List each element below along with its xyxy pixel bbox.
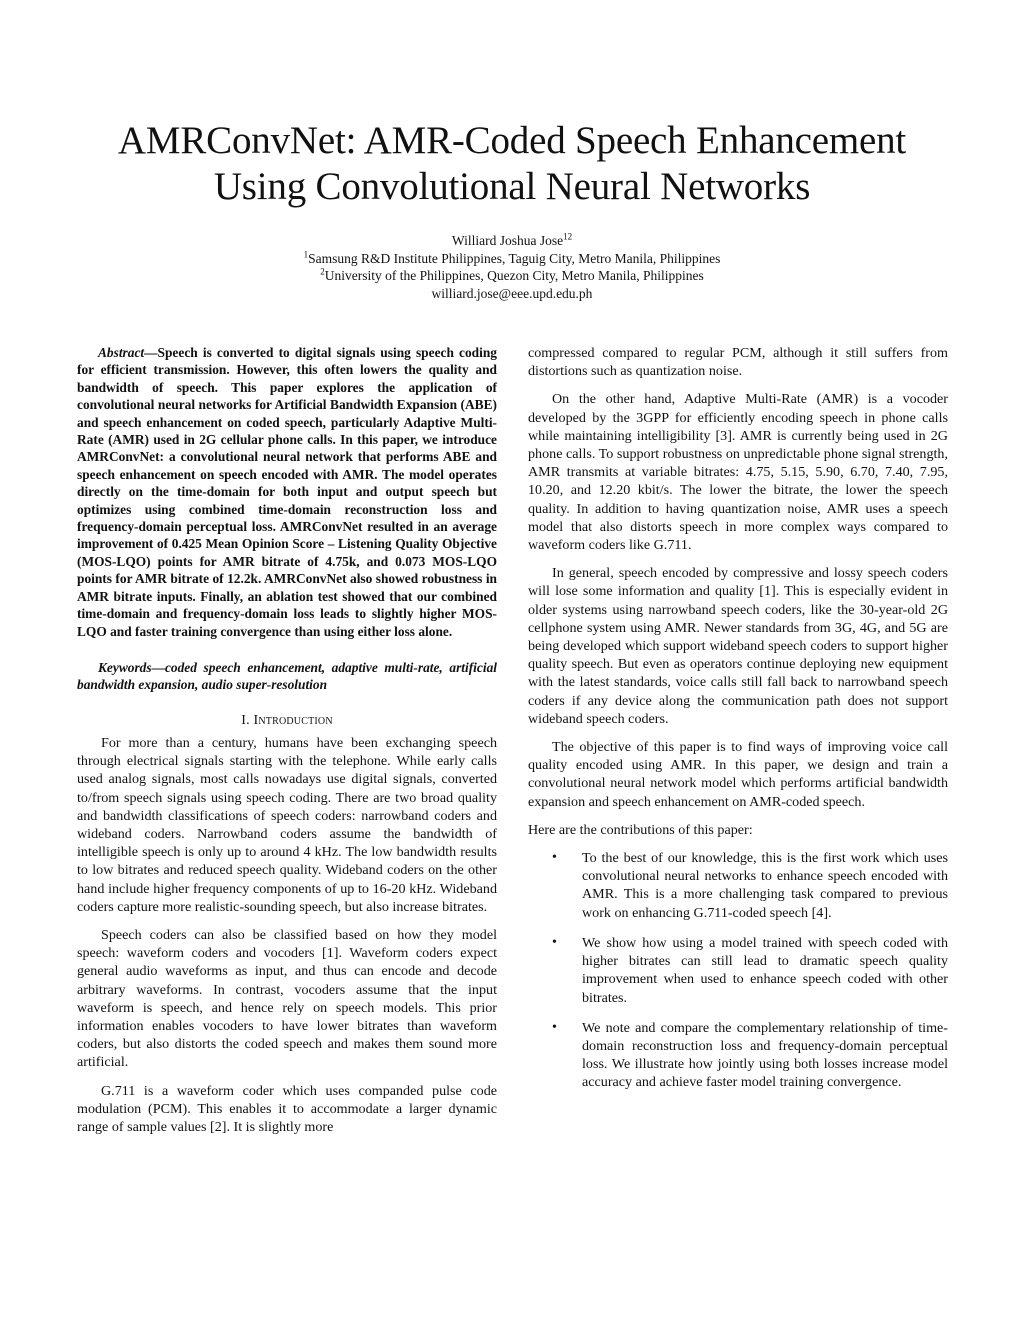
title-line-1: AMRConvNet: AMR-Coded Speech Enhancement (117, 119, 907, 162)
section-number: I. (241, 712, 250, 728)
author-name: Williard Joshua Jose (451, 233, 564, 248)
author-block (0, 232, 1024, 302)
affiliation-2-text: University of the Philippines, Quezon City, Metro Manila, Philippines (324, 268, 704, 283)
affiliation-2 (0, 267, 1024, 285)
contributions-list (528, 849, 948, 1091)
bullet-icon: • (552, 850, 557, 866)
intro-paragraph-1: For more than a century, humans have been exchanging speech through electrical signals starting with the telephone. While early calls used analog signals, most calls nowadays use digital signals, converted to/from speech signals using speech coding. There are two broad quality and bandwidth classifications of speech coders: narrowband coders and wideband coders. Narrowband coders assume the bandwidth of intelligible speech is only up to around 4 kHz. The low bandwidth results to low bitrates and reduced speech quality. Wideband coders on the other hand include higher frequency components of up to 16-20 kHz. Wideband coders capture more realistic-sounding speech, but also increase bitrates. (77, 734, 497, 915)
intro-paragraph-3: G.711 is a waveform coder which uses companded pulse code modulation (PCM). This enables it to accommodate a larger dynamic range of sample values [2]. It is slightly more (77, 1082, 497, 1135)
keywords-lead: Keywords— (98, 659, 165, 675)
bullet-icon: • (552, 934, 557, 950)
list-item (528, 1019, 948, 1092)
abstract-lead: Abstract (98, 345, 145, 360)
section-title: Introduction (253, 712, 333, 728)
left-column (77, 344, 497, 1146)
keywords-text: coded speech enhancement, adaptive multi-rate, artificial bandwidth expansion, audio super-resolution (77, 659, 497, 693)
right-paragraph-objective: The objective of this paper is to find ways of improving voice call quality encoded using AMR. In this paper, we design and train a convolutional neural network model which performs artificial bandwidth expansion and speech enhancement on AMR-coded speech. (528, 739, 948, 810)
author-affil-marks: 12 (563, 231, 573, 242)
right-column (528, 344, 948, 1104)
contribution-text-1: To the best of our knowledge, this is the first work which uses convolutional neural networks to enhance speech encoded with AMR. This is a more challenging task compared to previous work on enhancing G.711-coded speech [4]. (582, 850, 948, 921)
list-item (528, 849, 948, 922)
section-heading-introduction (77, 712, 497, 730)
author-name-line (0, 232, 1024, 250)
affiliation-1-text: Samsung R&D Institute Philippines, Taguig City, Metro Manila, Philippines (308, 250, 721, 266)
right-paragraph-general: In general, speech encoded by compressive and lossy speech coders will lose some information and quality [1]. This is especially evident in older systems using narrowband speech coders, like the 30-year-old 2G cellphone system using AMR. Newer standards from 3G, 4G, and 5G are being developed which support wideband speech coders to support higher quality speech. But even as operators continue deploying new equipment with the latest standards, voice calls still fall back to narrowband speech coders if any device along the communication path does not support wideband speech coders. (528, 565, 948, 727)
right-paragraph-amr: On the other hand, Adaptive Multi-Rate (AMR) is a vocoder developed by the 3GPP for efficiently encoding speech in phone calls while maintaining intelligibility [3]. AMR is currently being used in 2G phone calls. To support robustness on unpredictable phone signal strength, AMR transmits at variable bitrates: 4.75, 5.15, 5.90, 6.70, 7.40, 7.95, 10.20, and 12.20 kbit/s. The lower the bitrate, the lower the speech quality. In addition to having quantization noise, AMR uses a speech model that also distorts speech in more complex ways compared to waveform coders like G.711. (528, 391, 948, 554)
abstract-dash: — (144, 345, 158, 360)
keywords (77, 659, 497, 694)
affiliation-1-mark: 1 (303, 249, 309, 259)
author-email: williard.jose@eee.upd.edu.ph (431, 285, 593, 301)
abstract-text: Speech is converted to digital signals using speech coding for efficient transmission. However, this often lowers the quality and bandwidth of speech. This paper explores the application of convolutional neural networks for Artificial Bandwidth Expansion (ABE) and speech enhancement on coded speech, particularly Adaptive Multi-Rate (AMR) used in 2G cellular phone calls. In this paper, we introduce AMRConvNet: a convolutional neural network that performs ABE and speech enhancement on speech encoded with AMR. The model operates directly on the time-domain for both input and output speech but optimizes using combined time-domain reconstruction loss and frequency-domain perceptual loss. AMRConvNet resulted in an average improvement of 0.425 Mean Opinion Score – Listening Quality Objective (MOS-LQO) points for AMR bitrate of 4.75k, and 0.073 MOS-LQO points for AMR bitrate of 12.2k. AMRConvNet also showed robustness in AMR bitrate inputs. Finally, an ablation test showed that our combined time-domain and frequency-domain loss leads to slightly higher MOS-LQO and faster training convergence than using either loss alone. (77, 345, 497, 639)
list-item (528, 934, 948, 1007)
paper-title (0, 118, 1024, 210)
affiliation-1 (0, 250, 1024, 268)
contribution-text-2: We show how using a model trained with speech coded with higher bitrates can still lead to dramatic speech quality improvement when used to enhance speech coded with other bitrates. (582, 934, 948, 1006)
abstract (77, 344, 497, 640)
bullet-icon: • (552, 1019, 557, 1035)
right-paragraph-continuation: compressed compared to regular PCM, although it still suffers from distortions such as quantization noise. (528, 345, 948, 380)
contribution-text-3: We note and compare the complementary relationship of time-domain reconstruction loss and frequency-domain perceptual loss. We illustrate how jointly using both losses increase model accuracy and achieve faster model training convergence. (582, 1019, 948, 1091)
affiliation-2-mark: 2 (320, 266, 325, 277)
title-line-2: Using Convolutional Neural Networks (213, 165, 811, 208)
contributions-intro: Here are the contributions of this paper: (528, 821, 753, 838)
intro-paragraph-2: Speech coders can also be classified based on how they model speech: waveform coders and vocoders [1]. Waveform coders expect general audio waveforms as input, and thus can encode and decode arbitrary waveforms. In contrast, vocoders assume that the input waveform is speech, and hence rely on speech models. This prior information enables vocoders to have lower bitrates than waveform coders, but also distorts the coded speech and makes them sound more artificial. (77, 926, 497, 1071)
